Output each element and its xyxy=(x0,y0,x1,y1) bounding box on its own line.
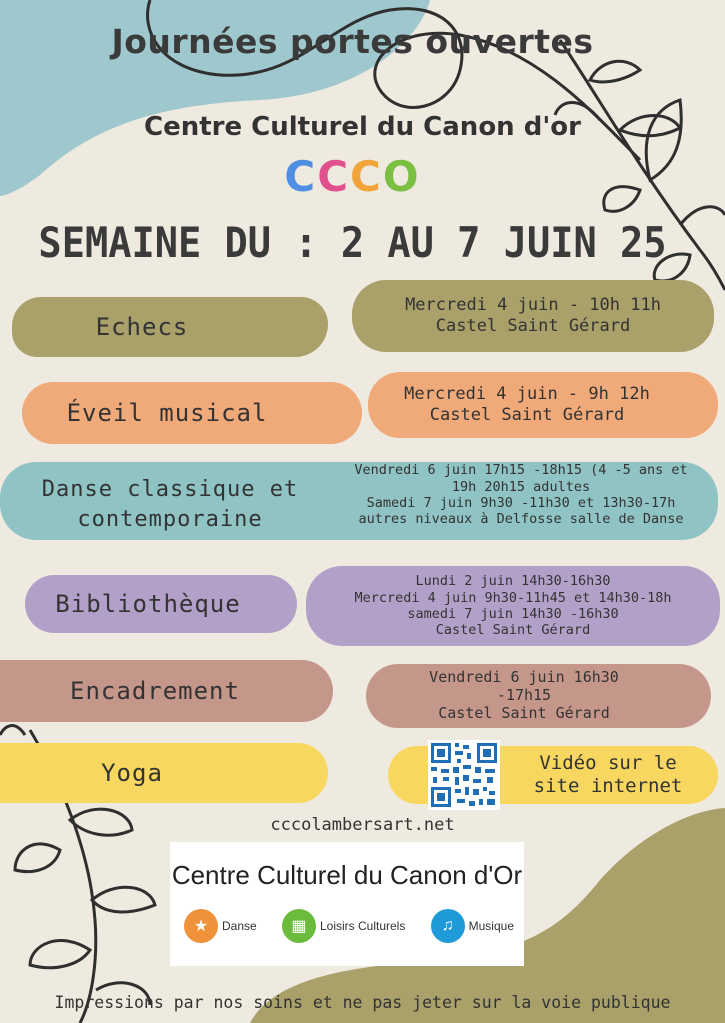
details-line: samedi 7 juin 14h30 -16h30 xyxy=(407,606,619,622)
logo-item-musique xyxy=(431,909,514,943)
activity-yoga: Yoga xyxy=(101,759,163,787)
dancer-icon: ★ xyxy=(184,909,218,943)
details-line: Vendredi 6 juin 17h15 -18h15 (4 -5 ans et xyxy=(354,462,688,479)
details-echecs xyxy=(352,280,714,352)
logo-item-danse xyxy=(184,909,257,943)
logo-items xyxy=(184,906,514,946)
subtitle: Centre Culturel du Canon d'or xyxy=(143,112,581,142)
logo-item-label: Danse xyxy=(222,919,257,933)
details-line: Mercredi 4 juin - 10h 11h xyxy=(405,295,661,316)
details-line: Mercredi 4 juin 9h30-11h45 et 14h30-18h xyxy=(354,589,672,606)
footer-note: Impressions par nos soins et ne pas jeter sur la voie publique xyxy=(54,993,671,1012)
website-link[interactable]: cccolambersart.net xyxy=(270,815,455,835)
details-line: Lundi 2 juin 14h30-16h30 xyxy=(415,573,611,590)
guitar-icon: ♫ xyxy=(431,909,465,943)
qr-code[interactable] xyxy=(428,740,500,810)
details-line: autres niveaux à Delfosse salle de Danse xyxy=(358,511,684,528)
details-encadrement xyxy=(386,660,662,730)
acronym-letter: C xyxy=(350,152,383,201)
acronym-letter: C xyxy=(284,152,318,201)
details-danse xyxy=(320,456,722,534)
details-line: Vidéo sur le xyxy=(539,751,677,774)
activity-bibliotheque: Bibliothèque xyxy=(55,590,241,618)
details-bibliotheque xyxy=(306,566,720,646)
activity-encadrement: Encadrement xyxy=(70,677,240,705)
logo-item-label: Musique xyxy=(468,919,514,933)
details-eveil-musical xyxy=(368,372,686,438)
acronym-letter: O xyxy=(382,152,421,201)
details-line: Castel Saint Gérard xyxy=(435,622,591,639)
details-line: 19h 20h15 adultes xyxy=(451,478,591,495)
details-line: Castel Saint Gérard xyxy=(438,704,610,723)
acronym-letter: C xyxy=(317,152,351,201)
details-yoga xyxy=(520,746,696,804)
details-line: Castel Saint Gérard xyxy=(435,316,631,336)
logo-item-label: Loisirs Culturels xyxy=(319,919,406,933)
activity-eveil-musical: Éveil musical xyxy=(66,399,268,427)
poster-title: Journées portes ouvertes xyxy=(111,22,594,61)
details-line: -17h15 xyxy=(496,685,552,704)
logo-title: Centre Culturel du Canon d'Or xyxy=(171,860,523,890)
details-line: Castel Saint Gérard xyxy=(429,405,625,425)
week-heading: SEMAINE DU : 2 AU 7 JUIN 25 xyxy=(38,218,667,267)
details-line: site internet xyxy=(533,775,683,797)
activity-danse: Danse classique et contemporaine xyxy=(41,477,299,532)
details-line: Samedi 7 juin 9h30 -11h30 et 13h30-17h xyxy=(366,495,676,511)
acronym-logo xyxy=(0,152,705,201)
details-line: Mercredi 4 juin - 9h 12h xyxy=(404,384,650,405)
book-icon: ▦ xyxy=(282,909,316,943)
activity-echecs: Echecs xyxy=(95,313,189,341)
details-line: Vendredi 6 juin 16h30 xyxy=(429,667,619,686)
logo-item-loisirs xyxy=(282,909,405,943)
